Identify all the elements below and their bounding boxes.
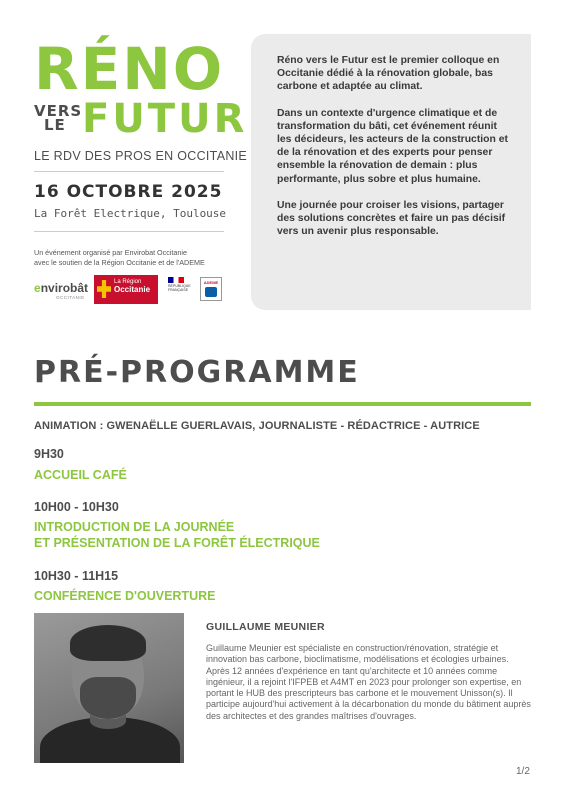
divider <box>34 231 224 232</box>
partner-logos <box>34 275 234 305</box>
speaker-photo-beard <box>80 677 136 719</box>
green-rule <box>34 402 531 406</box>
intro-box <box>251 34 531 310</box>
ademe-logo <box>200 277 222 301</box>
french-flag-icon <box>168 277 184 283</box>
rf-logo-line: FRANÇAISE <box>168 288 189 292</box>
animation-credit: ANIMATION : GWENAËLLE GUERLAVAIS, JOURNALISTE - RÉDACTRICE - AUTRICE <box>34 420 480 432</box>
logo-futur: FUTUR <box>82 96 248 142</box>
divider <box>34 171 224 172</box>
speaker-bio: Guillaume Meunier est spécialiste en construction/rénovation, stratégie et innovation bas carbone, bioclimatisme, modélisations et écologies urbaines. Après 12 années d'expérience en tant qu'architecte et 10 années comme ingénieur, il a rejoint l'IFPEB et A4MT en 2023 pour prolonger son expertise, en portant le HUB des prescripteurs bas carbone et le mouvement Unisson(s). Il participe aujourd'hui activement à la décarbonation du monde du bâtiment auprès des architectes et des grandes maîtrises d'ouvrages. <box>206 643 531 721</box>
envirobat-logo-sub: OCCITANIE <box>56 295 85 300</box>
envirobat-logo-text: nvirobât <box>40 281 89 295</box>
logo-vers-le <box>34 104 82 132</box>
event-date: 16 OCTOBRE 2025 <box>34 182 223 202</box>
ademe-mark-icon <box>205 287 217 297</box>
slot-title: CONFÉRENCE D'OUVERTURE <box>34 589 216 603</box>
ademe-logo-text: ADEME <box>203 280 219 285</box>
rf-logo-line: RÉPUBLIQUE <box>168 284 191 288</box>
slot-time: 9H30 <box>34 447 64 461</box>
envirobat-logo <box>34 281 88 295</box>
region-logo-line: Occitanie <box>114 285 151 294</box>
programme-title: PRÉ-PROGRAMME <box>34 355 360 390</box>
tagline: LE RDV DES PROS EN OCCITANIE <box>34 149 248 163</box>
region-logo-line: La Région <box>114 279 142 285</box>
organizer-note <box>34 248 244 268</box>
logo-reno: RÉNO <box>34 35 225 103</box>
envirobat-logo-e: e <box>34 281 41 295</box>
slot-title: ACCUEIL CAFÉ <box>34 468 127 482</box>
organizer-line: Un événement organisé par Envirobat Occitanie <box>34 248 188 257</box>
slot-title: INTRODUCTION DE LA JOURNÉE <box>34 520 235 534</box>
speaker-photo-hair <box>70 625 146 661</box>
logo-vers: VERS <box>34 102 83 120</box>
intro-paragraph: Dans un contexte d'urgence climatique et de transformation du bâti, cet événement réunit les décideurs, les acteurs de la construction et de la rénovation et des experts pour penser ensemble la rénovation de demain : plus performante, plus sobre et plus humaine. <box>277 107 508 185</box>
speaker-photo <box>34 613 184 763</box>
republique-francaise-logo <box>168 277 194 303</box>
intro-paragraph: Une journée pour croiser les visions, partager des solutions concrètes et faire un pas décisif vers un avenir plus responsable. <box>277 199 506 238</box>
logo-le: LE <box>44 116 66 134</box>
slot-time: 10H30 - 11H15 <box>34 569 119 583</box>
region-occitanie-logo <box>94 275 158 304</box>
slot-time: 10H00 - 10H30 <box>34 500 119 514</box>
page-number: 1/2 <box>516 766 530 777</box>
organizer-line: avec le soutien de la Région Occitanie et de l'ADEME <box>34 258 205 267</box>
speaker-name: GUILLAUME MEUNIER <box>206 621 325 633</box>
event-place: La Forêt Electrique, Toulouse <box>34 207 227 220</box>
occitan-cross-icon <box>97 280 111 298</box>
slot-title: ET PRÉSENTATION DE LA FORÊT ÉLECTRIQUE <box>34 536 320 550</box>
intro-paragraph: Réno vers le Futur est le premier colloque en Occitanie dédié à la rénovation globale, bas carbone et adaptée au climat. <box>277 55 500 93</box>
